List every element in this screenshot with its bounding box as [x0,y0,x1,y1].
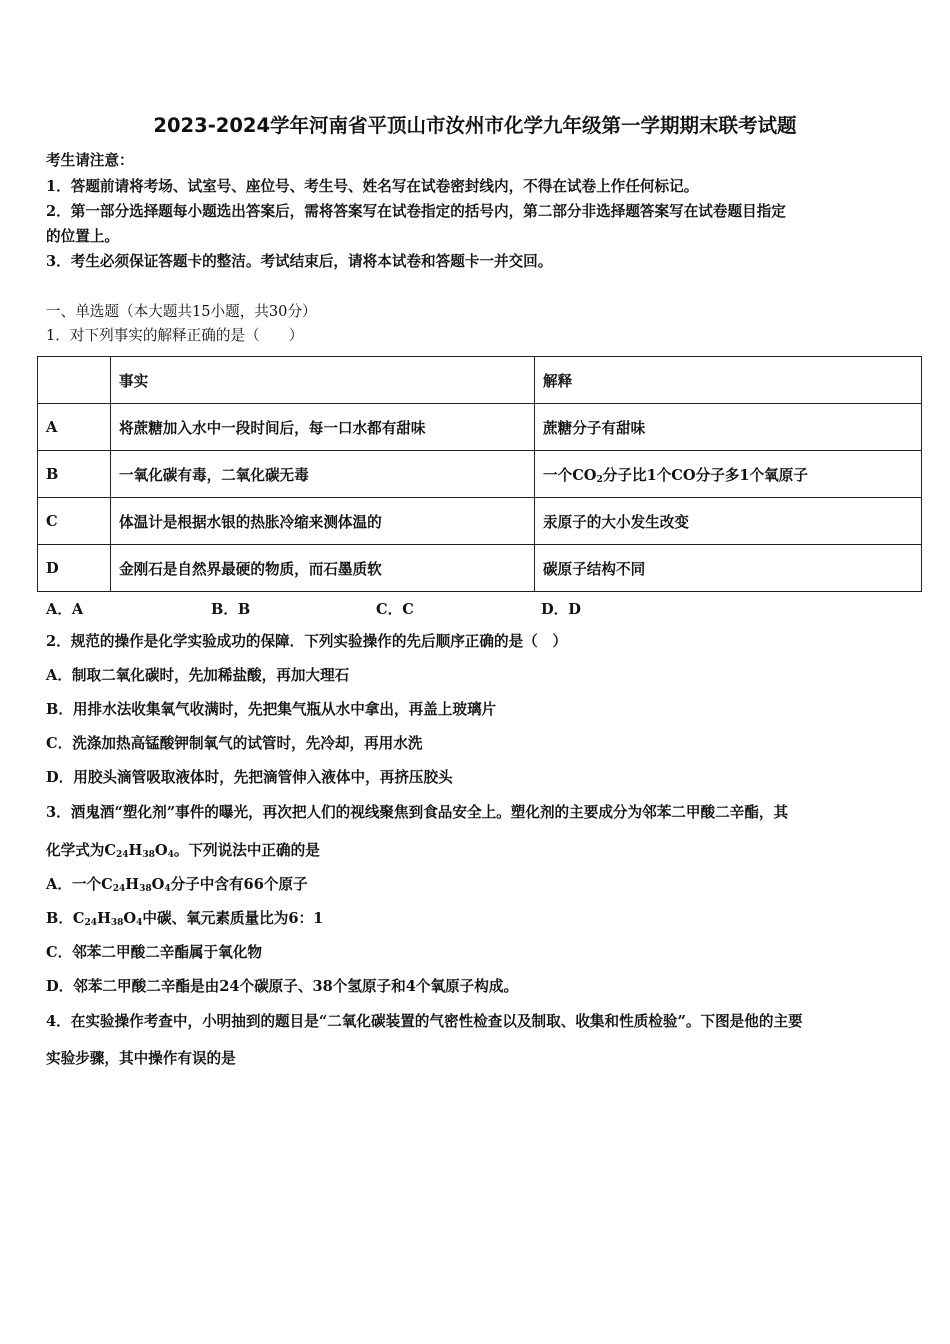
q1-table [37,356,922,592]
page-title: 2023-2024学年河南省平顶山市汝州市化学九年级第一学期期末联考试题 [153,114,797,137]
q3-opta-pre: A．一个C [46,876,113,893]
q3-option-b [46,909,323,933]
q3-option-a [46,875,308,899]
q1-stem: 1．对下列事实的解释正确的是（ ） [46,327,304,344]
formula-h: H [125,876,140,893]
table-row [38,404,922,451]
notice-item-2: 2．第一部分选择题每小题选出答案后，需将答案写在试卷指定的括号内，第二部分非选择题答案写在试卷题目指定 [46,203,786,220]
formula-o: O [123,910,137,927]
q2-option-b: B．用排水法收集氧气收满时，先把集气瓶从水中拿出，再盖上玻璃片 [46,701,497,718]
row-label: D [38,545,111,592]
q3-option-d: D．邻苯二甲酸二辛酯是由24个碳原子、38个氢原子和4个氧原子构成。 [46,978,519,995]
q1-option-c: C．C [376,601,414,618]
formula-o-sub: 4 [136,918,143,928]
row-explain: 蔗糖分子有甜味 [535,404,922,451]
q3-optb-post: 中碳、氧元素质量比为6：1 [142,910,324,927]
q2-option-a: A．制取二氧化碳时，先加稀盐酸，再加大理石 [46,667,350,684]
row-fact: 金刚石是自然界最硬的物质，而石墨质软 [111,545,535,592]
q1-option-a: A．A [46,601,84,618]
formula-c-sub: 24 [116,850,129,860]
q3-stem-line2 [46,841,320,865]
table-header-cell [38,357,111,404]
formula-h: H [97,910,111,927]
q3-stem-line1: 3．酒鬼酒“塑化剂”事件的曝光，再次把人们的视线聚焦到食品安全上。塑化剂的主要成分为邻苯二甲酸二辛酯，其 [46,804,789,821]
row-label: A [38,404,111,451]
q1-option-b: B．B [211,601,251,618]
formula-o-sub: 4 [167,850,174,860]
row-explain: 碳原子结构不同 [535,545,922,592]
section-heading: 一、单选题（本大题共15小题，共30分） [46,303,317,320]
table-header-cell: 解释 [535,357,922,404]
row-fact: 将蔗糖加入水中一段时间后，每一口水都有甜味 [111,404,535,451]
q3-stem-pre: 化学式为C [46,842,116,859]
formula-o-sub: 4 [164,884,171,894]
row-label: C [38,498,111,545]
q4-stem-line2: 实验步骤，其中操作有误的是 [46,1050,236,1067]
q3-optb-pre: B．C [46,910,85,927]
notice-item-2-cont: 的位置上。 [46,228,119,245]
formula-o: O [151,876,165,893]
formula-h-sub: 38 [142,850,155,860]
notice-item-1: 1．答题前请将考场、试室号、座位号、考生号、姓名写在试卷密封线内，不得在试卷上作任何标记。 [46,178,699,195]
row-explain: 汞原子的大小发生改变 [535,498,922,545]
q1-option-d: D．D [541,601,581,618]
formula-o: O [154,842,168,859]
table-row [38,545,922,592]
formula-h: H [128,842,143,859]
formula-c-sub: 24 [84,918,98,928]
q3-option-c: C．邻苯二甲酸二辛酯属于氧化物 [46,944,262,961]
explain-post: 分子比1个CO分子多1个氧原子 [602,466,808,484]
table-row [38,451,922,498]
table-row [38,498,922,545]
notice-item-3: 3．考生必须保证答题卡的整洁。考试结束后，请将本试卷和答题卡一并交回。 [46,253,553,270]
q3-opta-post: 分子中含有66个原子 [170,876,308,893]
row-fact: 体温计是根据水银的热胀冷缩来测体温的 [111,498,535,545]
formula-c-sub: 24 [112,884,126,894]
row-fact: 一氧化碳有毒，二氧化碳无毒 [111,451,535,498]
table-header-row [38,357,922,404]
explain-pre: 一个CO [543,466,597,484]
table-header-cell: 事实 [111,357,535,404]
q4-stem-line1: 4．在实验操作考查中，小明抽到的题目是“二氧化碳装置的气密性检查以及制取、收集和性质检验”。下图是他的主要 [46,1013,803,1030]
q2-stem: 2．规范的操作是化学实验成功的保障．下列实验操作的先后顺序正确的是（ ） [46,633,567,650]
notice-heading: 考生请注意： [46,152,134,169]
row-explain [535,451,922,498]
q3-stem-post: 。下列说法中正确的是 [173,842,320,859]
formula-h-sub: 38 [110,918,124,928]
row-label: B [38,451,111,498]
q2-option-d: D．用胶头滴管吸取液体时，先把滴管伸入液体中，再挤压胶头 [46,769,453,786]
formula-h-sub: 38 [139,884,152,894]
q2-option-c: C．洗涤加热高锰酸钾制氧气的试管时，先冷却，再用水洗 [46,735,423,752]
explain-sub: 2 [596,474,603,485]
